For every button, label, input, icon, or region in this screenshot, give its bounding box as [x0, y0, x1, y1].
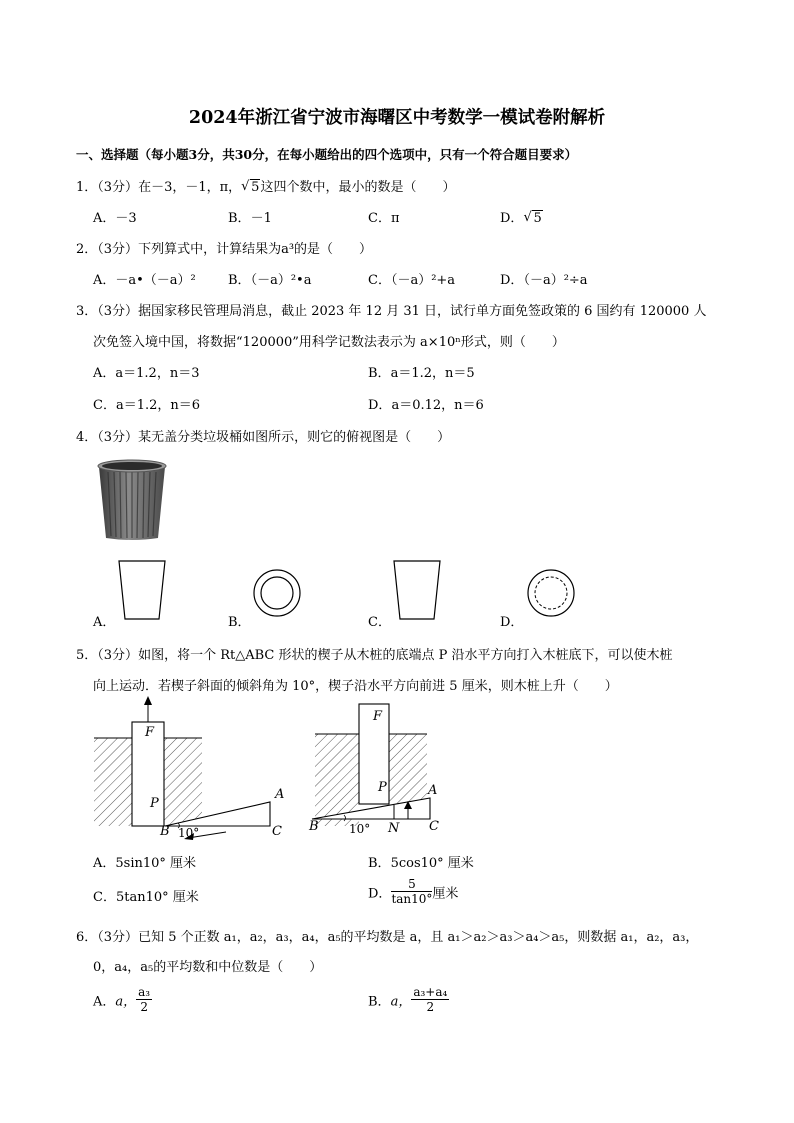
option-a[interactable]: A． [93, 615, 116, 630]
label-n: N [388, 821, 400, 836]
question-points: （3分） [97, 180, 139, 195]
question-stem: 如图，将一个 Rt△ABC 形状的楔子从木桩的底端点 P 沿水平方向打入木桩底下，可以使木桩 [138, 648, 673, 663]
question-stem: 下列算式中，计算结果为a³的是（ ） [138, 242, 373, 257]
option-a[interactable]: A．－3 [93, 211, 137, 226]
question-2: 2．（3分）下列算式中，计算结果为a³的是（ ） [76, 242, 373, 257]
option-b[interactable]: B．5cos10° 厘米 [368, 856, 474, 871]
label-b: B [160, 824, 170, 839]
question-6: 6．（3分）已知 5 个正数 a₁，a₂，a₃，a₄，a₅的平均数是 a，且 a₁＞a₂＞a₃＞a₄＞a₅，则数据 a₁，a₂，a₃， [76, 930, 699, 945]
question-4: 4．（3分）某无盖分类垃圾桶如图所示，则它的俯视图是（ ） [76, 430, 451, 445]
option-c-figure [393, 560, 441, 620]
label-p: P [150, 796, 159, 811]
question-3: 3．（3分）据国家移民管理局消息，截止 2023 年 12 月 31 日，试行单方面免签政策的 6 国约有 120000 人 [76, 304, 707, 319]
question-stem: 已知 5 个正数 a₁，a₂，a₃，a₄，a₅的平均数是 a，且 a₁＞a₂＞a₃＞a₄＞a₅，则数据 a₁，a₂，a₃， [138, 930, 699, 945]
label-a: A [428, 783, 438, 798]
option-c[interactable]: C．（－a）²+a [368, 273, 456, 288]
question-stem: 这四个数中，最小的数是（ ） [260, 180, 456, 195]
option-d[interactable]: D． $\frac{5}{\tan 10^\circ}$ 厘米 [368, 877, 459, 906]
option-a-figure [118, 560, 166, 620]
label-c: C [272, 824, 282, 839]
question-stem: 某无盖分类垃圾桶如图所示，则它的俯视图是（ ） [138, 430, 451, 445]
question-5: 5．（3分）如图，将一个 Rt△ABC 形状的楔子从木桩的底端点 P 沿水平方向打入木桩底下，可以使木桩 [76, 648, 673, 663]
option-a[interactable]: A．a＝1.2，n＝3 [93, 366, 200, 381]
option-b[interactable]: B．a＝1.2，n＝5 [368, 366, 475, 381]
question-1 [76, 176, 455, 195]
option-b[interactable]: B．a， $\frac{\text{a₃+a₄}}{2}$ [368, 985, 448, 1014]
question-stem: 据国家移民管理局消息，截止 2023 年 12 月 31 日，试行单方面免签政策的 6 国约有 120000 人 [138, 304, 707, 319]
page-title: 2024年浙江省宁波市海曙区中考数学一模试卷附解析 [188, 108, 606, 128]
question-stem-continued: 次免签入境中国，将数据“120000”用科学记数法表示为 a×10ⁿ形式，则（ ） [93, 335, 565, 350]
question-stem: 在－3，－1，π， [138, 180, 242, 195]
option-b[interactable]: B．（－a）²•a [228, 273, 312, 288]
section-heading: 一、选择题（每小题3分，共30分，在每小题给出的四个选项中，只有一个符合题目要求） [76, 147, 578, 162]
option-a[interactable]: A．a， $\frac{\text{a₃}}{2}$ [93, 985, 151, 1014]
label-c: C [429, 819, 439, 834]
option-d-figure [526, 568, 576, 618]
label-angle: 10° [349, 822, 371, 836]
label-b: B [309, 819, 319, 834]
label-p: P [378, 780, 387, 795]
sqrt-expression: √ 5 [523, 210, 542, 226]
option-c[interactable]: C．a＝1.2，n＝6 [93, 398, 201, 413]
question-stem-continued: 向上运动．若楔子斜面的倾斜角为 10°，楔子沿水平方向前进 5 厘米，则木桩上升（ ） [93, 679, 618, 694]
option-d[interactable]: D．（－a）²÷a [500, 273, 588, 288]
label-f: F [145, 725, 155, 740]
fraction: $\frac{5}{\tan 10^\circ}$ [391, 877, 433, 906]
label-f: F [373, 709, 383, 724]
option-a[interactable]: A．－a•（－a）² [93, 273, 196, 288]
option-d[interactable]: D． √ 5 [500, 210, 542, 226]
question-stem-continued: 0，a₄，a₅的平均数和中位数是（ ） [93, 960, 323, 975]
label-angle: 10° [178, 826, 200, 840]
sqrt-expression: √ 5 [241, 179, 260, 195]
wedge-figure-before [94, 692, 304, 842]
option-b[interactable]: B．－1 [228, 211, 272, 226]
option-c[interactable]: C．π [368, 211, 400, 226]
option-c[interactable]: C．5tan10° 厘米 [93, 890, 199, 905]
option-d[interactable]: D．a＝0.12，n＝6 [368, 398, 484, 413]
fraction: $\frac{\text{a₃}}{2}$ [138, 985, 151, 1014]
trash-bin-image [96, 458, 168, 542]
option-b[interactable]: B． [228, 615, 251, 630]
question-number: 1． [76, 180, 98, 195]
option-b-figure [252, 568, 302, 618]
option-d[interactable]: D． [500, 615, 524, 630]
option-a[interactable]: A．5sin10° 厘米 [93, 856, 197, 871]
fraction: $\frac{\text{a₃+a₄}}{2}$ [413, 985, 448, 1014]
option-c[interactable]: C． [368, 615, 391, 630]
label-a: A [275, 787, 285, 802]
